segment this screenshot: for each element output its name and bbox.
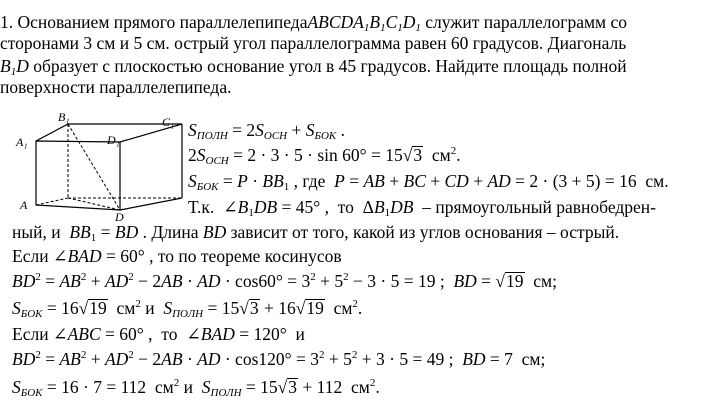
solution-line-10: $BD^2 = AB^2 + AD^2 - 2AB$ · AD · $\cos 120^\circ = 3^2 + 5^2 + 3 \cdot 5 = 49$ ; BD = 7 см; — [12, 349, 546, 369]
problem-line-4: поверхности параллелепипеда. — [0, 77, 232, 97]
label-B1: B₁ — [58, 112, 70, 124]
solution-line-6: Если ∠BAD = 60° , то по теореме косинусов — [12, 246, 342, 266]
label-D1: D₁ — [107, 133, 120, 147]
solution-line-5: ный, и $BB_1$ = BD . Длина BD зависит от того, какой из углов основания – острый. — [12, 222, 620, 244]
solution-line-1: $S_{ПОЛН} = 2S_{ОСН} + S_{БОК}$ . — [188, 120, 345, 142]
problem-line-3: $B_1D$ образует с плоскостью основание угол в 45 градусов. Найдите площадь полной — [0, 56, 627, 78]
label-A: A — [20, 198, 28, 212]
solution-line-7: $BD^2 = AB^2 + AD^2 - 2AB$ · AD · $\cos 60^\circ = 3^2 + 5^2 - 3 \cdot 5 = 19$ ; BD = √19 см; — [12, 271, 557, 291]
label-C1: C₁ — [162, 115, 175, 129]
solution-line-9: Если ∠ABC = 60° , то ∠BAD = 120° и — [12, 324, 305, 344]
label-D: D — [115, 210, 124, 222]
problem-line-1: 1. Основанием прямого $параллелепипедаABCDA_1B_1C_1D_1$ служит параллелограмм со — [0, 12, 628, 34]
label-A1: A₁ — [16, 135, 28, 149]
solution-line-11: $S_{БОК} = 16 \cdot 7 = 112$ $см^2$ и $S_{ПОЛН} = 15√3 + 112$ $см^2$. — [12, 377, 380, 399]
problem-line-2: сторонами 3 см и 5 см. острый угол параллелограмма равен 60 градусов. Диагональ — [0, 33, 627, 53]
solution-line-8: $S_{БОК} = 16√19$ $см^2$ и $S_{ПОЛН} = 15√3 + 16√19$ $см^2$. — [12, 298, 363, 320]
solution-line-2: $2S_{ОСН} = 2 \cdot 3 \cdot 5 \cdot \sin 60^\circ = 15√3$ $см^2$. — [188, 145, 461, 167]
solution-line-4: Т.к. $\angle B_1DB = 45^\circ$ , то $\Delta B_1DB$ – прямоугольный равнобедрен- — [188, 197, 656, 219]
parallelepiped-figure — [0, 112, 185, 222]
solution-line-3: $S_{БОК} = P \cdot BB_1$ , где P = AB + BC + CD + AD = 2 · (3 + 5) = 16 см. — [188, 171, 669, 193]
